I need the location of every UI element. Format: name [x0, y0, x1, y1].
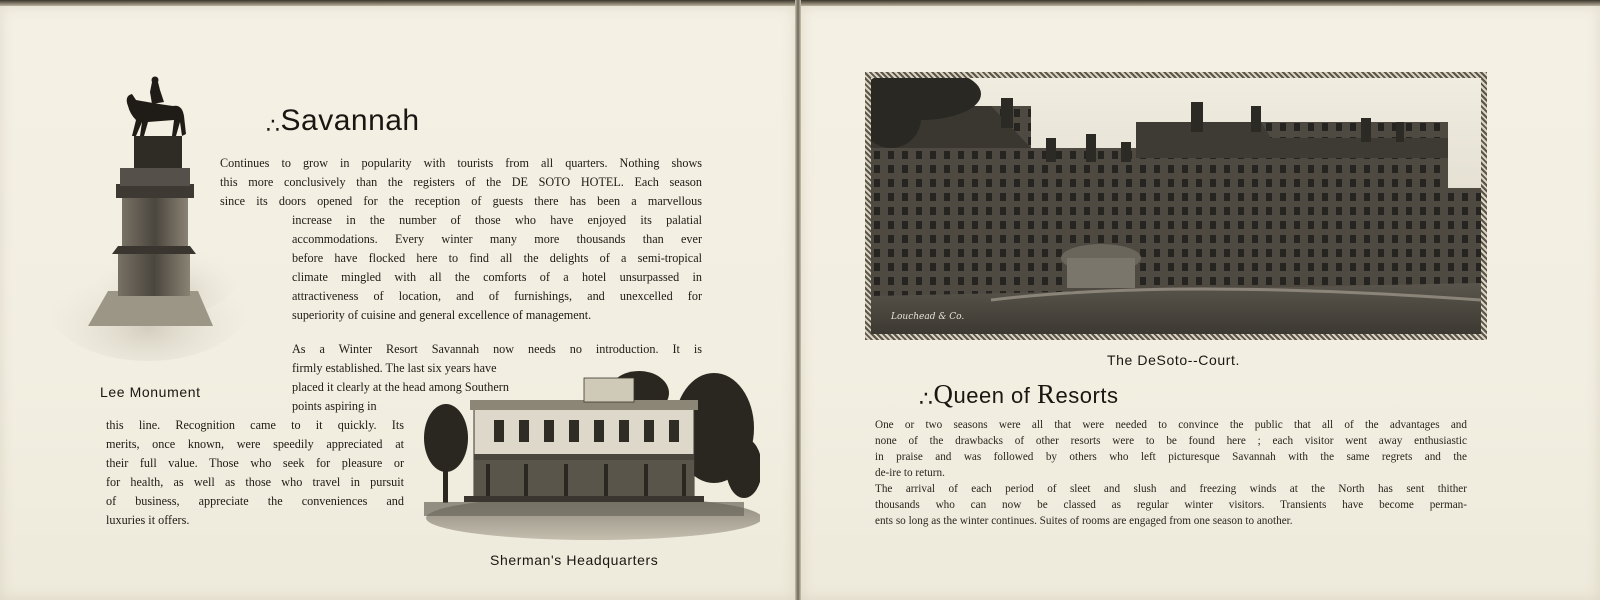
right-page: [801, 6, 1600, 600]
text-line: increase in the number of those who have enjoyed its palatial: [292, 213, 702, 227]
text-line: luxuries it offers.: [106, 513, 190, 527]
text-line: Continues to grow in popularity with tourists from all quarters. Nothing shows: [220, 156, 702, 170]
queen-of-resorts-heading: [919, 379, 1118, 412]
text-line: de-ire to return.: [875, 467, 945, 479]
queen-of-resorts-body: [875, 417, 1467, 529]
heading-ornament: ∴: [266, 112, 281, 138]
text-line: climate mingled with all the comforts of a hotel unsurpassed in: [292, 270, 702, 284]
desoto-court-caption: The DeSoto--Court.: [1107, 352, 1240, 368]
desoto-court-photo-frame: [865, 72, 1487, 340]
text-line: merits, once known, were speedily appreciated at: [106, 437, 404, 451]
text-line: none of the drawbacks of other resorts were to be found here ; each visitor went away enthusiastic: [875, 435, 1467, 447]
desoto-court-photo: [871, 78, 1481, 334]
text-line: firmly established. The last six years have: [292, 361, 497, 375]
text-line: this more conclusively than the registers of the DE SOTO HOTEL. Each season: [220, 175, 702, 189]
shermans-headquarters-caption: Sherman's Headquarters: [490, 552, 659, 568]
text-line: accommodations. Every winter many more thousands than ever: [292, 232, 702, 246]
lee-monument-caption: Lee Monument: [100, 384, 201, 400]
title-initial-r: R: [1037, 379, 1056, 409]
savannah-paragraph-2-lower: [106, 416, 404, 530]
text-line: As a Winter Resort Savannah now needs no introduction. It is: [292, 342, 702, 356]
text-line: for health, as well as those who travel in pursuit: [106, 475, 404, 489]
text-line: thousands who can now be classed as regular winter visitors. Transients have become perman-: [875, 499, 1467, 511]
text-line: The arrival of each period of sleet and slush and freezing winds at the North has sent thither: [875, 483, 1467, 495]
left-page: [0, 6, 795, 600]
text-line: in praise and was followed by others who left picturesque Savannah with the same regrets and the: [875, 451, 1467, 463]
text-line: attractiveness of location, and of furnishings, and unexcelled for: [292, 289, 702, 303]
text-line: before have flocked here to find all the delights of a semi-tropical: [292, 251, 702, 265]
text-line: ents so long as the winter continues. Suites of rooms are engaged from one season to another.: [875, 515, 1293, 527]
savannah-paragraph-1-indented: [292, 211, 702, 325]
lee-monument-illustration: [48, 76, 248, 366]
shermans-headquarters-illustration: [424, 368, 760, 544]
text-line: their full value. Those who seek for pleasure or: [106, 456, 404, 470]
heading-ornament: ∴: [919, 385, 934, 411]
text-line: placed it clearly at the head among Southern: [292, 380, 509, 394]
photo-signature: Louchead & Co.: [891, 312, 965, 322]
title-part: ueen of: [953, 383, 1038, 408]
savannah-paragraph-1: [220, 154, 702, 211]
savannah-heading: [266, 104, 420, 139]
text-line: points aspiring in: [292, 399, 377, 413]
text-line: One or two seasons were all that were needed to convince the public that all of the advantages and: [875, 419, 1467, 431]
savannah-title: Savannah: [280, 104, 420, 137]
title-initial-q: Q: [933, 379, 954, 409]
text-line: this line. Recognition came to it quickly. Its: [106, 418, 404, 432]
text-line: of business, appreciate the conveniences and: [106, 494, 404, 508]
text-line: superiority of cuisine and general excellence of management.: [292, 308, 592, 322]
text-line: since its doors opened for the reception of guests there has been a marvellous: [220, 194, 702, 208]
title-part: esorts: [1055, 383, 1119, 408]
